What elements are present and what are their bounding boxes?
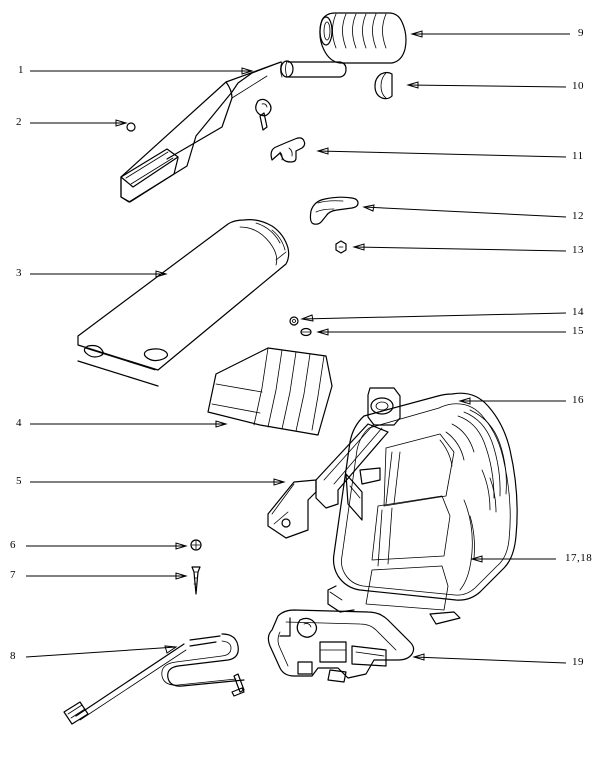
part-6-screw: [191, 540, 201, 550]
callout-label-13: 13: [572, 244, 584, 256]
callout-label-8: 8: [10, 650, 16, 662]
part-8-power-cord: [64, 634, 244, 724]
part-16-17-18-housing: [328, 393, 517, 624]
part-9-coil: [320, 13, 406, 63]
part-4-filter: [208, 348, 332, 435]
part-10-ring: [375, 73, 392, 99]
callout-label-11: 11: [572, 150, 584, 162]
callout-label-14: 14: [572, 306, 584, 318]
part-19-base: [268, 610, 413, 682]
callout-label-7: 7: [10, 569, 16, 581]
callout-label-5: 5: [16, 475, 22, 487]
callout-label-16: 16: [572, 394, 584, 406]
part-11-clip: [271, 138, 305, 162]
callout-label-12: 12: [572, 210, 584, 222]
part-14-washer: [290, 317, 298, 325]
callout-label-17-18: 17,18: [565, 552, 593, 564]
callout-label-10: 10: [572, 80, 584, 92]
callout-label-15: 15: [572, 325, 584, 337]
part-13-nut: [336, 241, 346, 253]
callout-label-2: 2: [16, 116, 22, 128]
callout-label-19: 19: [572, 656, 584, 668]
part-7-long-screw: [192, 567, 200, 594]
part-12-handle-trim: [310, 197, 358, 224]
part-15-screw: [301, 329, 311, 336]
part-5-inner-frame: [268, 388, 400, 538]
callout-label-3: 3: [16, 267, 22, 279]
part-3-top-cover: [78, 220, 289, 386]
part-1-nozzle-wand: [121, 61, 346, 202]
callout-label-1: 1: [18, 64, 24, 76]
leader-lines: [26, 31, 570, 663]
callout-label-6: 6: [10, 539, 16, 551]
callout-label-4: 4: [16, 417, 22, 429]
callout-label-9: 9: [578, 27, 584, 39]
